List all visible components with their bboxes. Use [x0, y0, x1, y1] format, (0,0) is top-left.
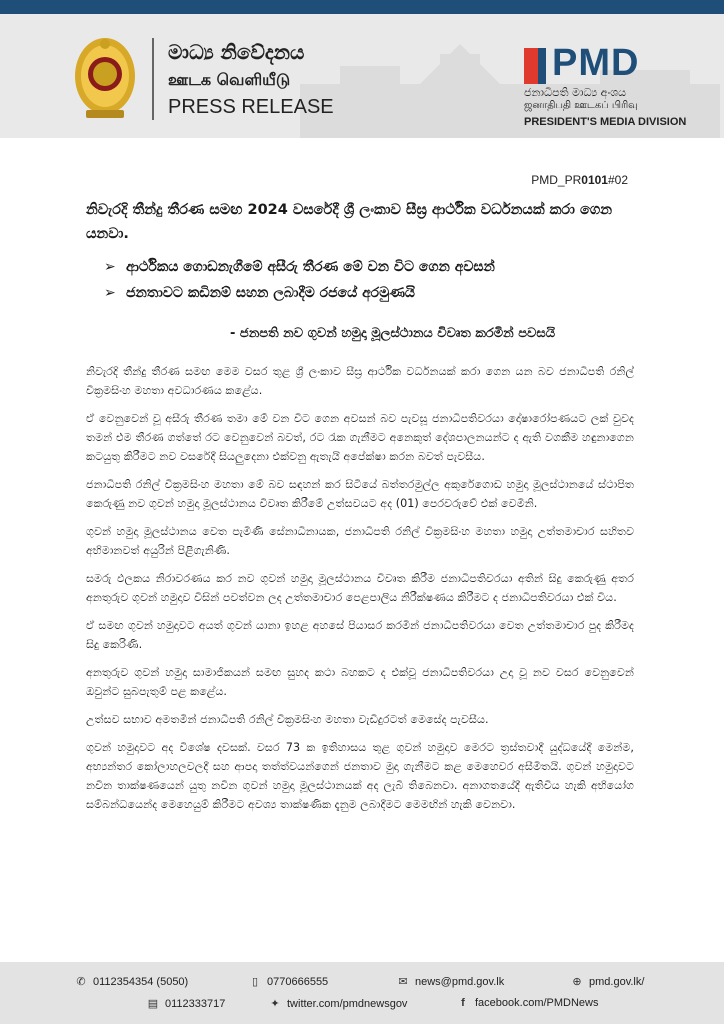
- fax-icon: ▤: [147, 998, 159, 1010]
- pmd-logo: PMD: [552, 42, 640, 84]
- highlight-item: [104, 254, 634, 280]
- highlights-list: [86, 254, 634, 306]
- mobile-text: 0770666555: [267, 976, 329, 988]
- division-name-sinhala: ජනාධිපති මාධ්‍ය අංශය: [524, 86, 627, 99]
- contact-footer: [0, 962, 724, 1024]
- facebook-text[interactable]: facebook.com/PMDNews: [475, 997, 599, 1009]
- subtitle: - ජනපති නව ගුවන් හමුදා මූලස්ථානය විවෘත කරමින් පවසයි: [230, 326, 556, 341]
- fax-text: 0112333717: [165, 998, 226, 1010]
- pmd-logo-blue-block: [538, 48, 546, 84]
- globe-icon: ⊕: [572, 976, 582, 988]
- highlight-item: [104, 280, 634, 306]
- reference-bold: 0101: [581, 173, 608, 187]
- twitter-text[interactable]: twitter.com/pmdnewsgov: [287, 998, 408, 1010]
- paragraph: ගුවන් හමුදාවට අද විශේෂ දවසක්. වසර 73 ක ඉතිහාසය තුළ ගුවන් හමුදාව මෙරට ත්‍රස්තවාදී යුද්ධයේදී මෙන්ම, අභ්‍යන්තර කෝලාහලවලදී සහ ආපදා තත්ත්වයන්ගෙන් ජනතාව මුදා ගැනීමට කළ මෙහෙවර අසීමිතයි. ගුවන් හමුදාවට නවීන තාක්ෂණයෙන් යුතු නවීන ගුවන් හමුදා මූලස්ථානයක් අද ලැබී තිබෙනවා. අනාගතයේදී ඇතිවිය හැකි අභියෝග සම්බන්ධයෙන්ද මෙහෙයුම් කිරීමට අවශ්‍ය තාක්ෂණික දැනුම ලබාදීමට මෙමඟින් හැකි වෙනවා.: [86, 741, 634, 811]
- paragraph: අනතුරුව ගුවන් හමුදා සාමාජිකයන් සමඟ සුහද කථා බහකට ද එක්වූ ජනාධිපතිවරයා උදා වූ නව වසර වෙනුවෙන් ඔවුන්ට සුබපැතුම් පළ කළේය.: [86, 666, 634, 698]
- reference-suffix: #02: [607, 173, 628, 187]
- paragraph: නිවැරදි තීන්දු තීරණ සමඟ මෙම වසර තුළ ශ්‍රී ලංකාව සීඝ්‍ර ආර්ථික වර්ධනයක් කරා ගෙන යන බව ජනාධිපති රනිල් වික්‍රමසිංහ මහතා අවධාරණය කළේය.: [86, 365, 634, 397]
- paragraph: උත්සව සභාව අමතමින් ජනාධිපති රනිල් වික්‍රමසිංහ මහතා වැඩිදුරටත් මෙසේද පැවසීය.: [86, 713, 489, 726]
- header-divider: [152, 38, 154, 120]
- twitter-icon: ✦: [270, 998, 280, 1010]
- reference-prefix: PMD_PR: [531, 173, 582, 187]
- fax-contact: [146, 997, 225, 1010]
- top-accent-bar: [0, 0, 724, 14]
- national-emblem-icon: [72, 36, 138, 122]
- phone-contact: [74, 975, 188, 988]
- reference-number: [531, 173, 628, 187]
- highlight-text: ආර්ථිකය ගොඩනැගීමේ අසීරු තීරණ මේ වන විට ගෙන අවසන්: [126, 259, 495, 275]
- website-contact[interactable]: [570, 975, 644, 988]
- press-release-tamil: ஊடக வெளியீடு: [168, 70, 291, 89]
- mobile-icon: ▯: [251, 976, 259, 988]
- arrow-bullet-icon: ➢: [104, 259, 116, 275]
- letterhead: [0, 14, 724, 138]
- email-text[interactable]: news@pmd.gov.lk: [415, 976, 505, 988]
- paragraph: සමරු ඵලකය නිරාවරණය කර නව ගුවන් හමුදා මූලස්ථානය විවෘත කිරීම ජනාධිපතිවරයා අතින් සිදු කෙරුණු අතර අනතුරුව ගුවන් හමුදාව විසින් පවත්වන ලද උත්තමාචාර පෙළපාලිය නිරීක්ෂණය කිරීමට ද ජනාධිපතිවරයා එක් විය.: [86, 572, 634, 604]
- highlight-text: ජනතාවට කඩිනම් සහන ලබාදීම රජයේ අරමුණයි: [126, 285, 415, 301]
- press-release-english: PRESS RELEASE: [168, 96, 334, 118]
- email-contact[interactable]: [396, 975, 504, 988]
- paragraph: ඒ වෙනුවෙන් වූ අසීරු තීරණ තමා මේ වන විට ගෙන අවසන් බව පැවසූ ජනාධිපතිවරයා දෝෂාරෝපණයට ලක් වුවද තමන් එම තීරණ ගත්තේ රට වෙනුවෙන් බවත්, රට රැක ගැනීමට අනෙකුත් දේශපාලනයන්ට ද ඇති වගකීම හඳුනාගෙන කටයුතු කිරීමට නව වසරේදී සියලුදෙනා එක්වනු ඇතැයි අපේක්ෂා කරන බවත් පැවසීය.: [86, 412, 634, 463]
- article-body: [86, 198, 634, 823]
- paragraph: ඒ සමඟ ගුවන් හමුදාවට අයත් ගුවන් යානා ඉහළ අහසේ පියාසර කරමින් ජනාධිපතිවරයා වෙත උත්තමාචාර පුද කිරීමද සිදු කෙරිණි.: [86, 619, 634, 651]
- facebook-contact[interactable]: [456, 997, 599, 1009]
- arrow-bullet-icon: ➢: [104, 285, 116, 301]
- website-text[interactable]: pmd.gov.lk/: [589, 976, 645, 988]
- pmd-logo-red-block: [524, 48, 538, 84]
- envelope-icon: ✉: [398, 976, 408, 988]
- paragraph: ගුවන් හමුදා මූලස්ථානය වෙත පැමිණි සේනාධිනායක, ජනාධිපති රනිල් වික්‍රමසිංහ මහතා හමුදා උත්තමාචාර සහිතව අභිමානවත් අයුරින් පිළිගැනිණි.: [86, 525, 634, 557]
- phone-text: 0112354354 (5050): [93, 976, 189, 988]
- twitter-contact[interactable]: [268, 997, 407, 1010]
- facebook-icon: f: [461, 997, 465, 1009]
- headline: නිවැරදි තීන්දු තීරණ සමඟ 2024 වසරේදී ශ්‍රී ලංකාව සීඝ්‍ර ආර්ථික වර්ධනයක් කරා ගෙන යනවා.: [86, 202, 613, 242]
- division-name-tamil: ஜனாதிபதி ஊடகப் பிரிவு: [524, 100, 638, 111]
- division-name-english: PRESIDENT'S MEDIA DIVISION: [524, 116, 687, 128]
- paragraph: ජනාධිපති රනිල් වික්‍රමසිංහ මහතා මේ බව සඳහන් කර සිටියේ බත්තරමුල්ල අකුරේගොඩ හමුදා මූලස්ථානයේ ස්ථාපිත කෙරුණු නව ගුවන් හමුදා මූලස්ථානය විවෘත කිරීමේ උත්සවයට අද (01) පෙරවරුවේ එක් වෙමිනි.: [86, 478, 634, 510]
- mobile-contact: [248, 975, 328, 988]
- phone-icon: ✆: [76, 976, 86, 988]
- press-release-sinhala: මාධ්‍ය නිවේදනය: [168, 40, 305, 64]
